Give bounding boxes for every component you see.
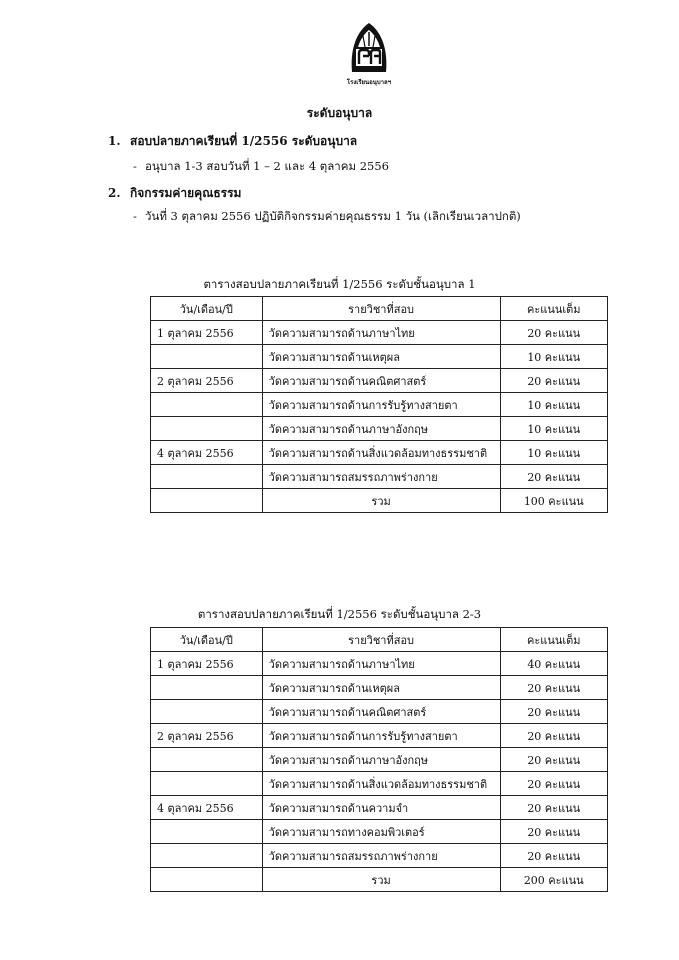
- table-row: [151, 820, 608, 844]
- cell-score: 20 คะแนน: [500, 369, 607, 393]
- cell-subject: วัดความสามารถสมรรถภาพร่างกาย: [262, 844, 500, 868]
- cell-subject: วัดความสามารถด้านภาษาไทย: [262, 321, 500, 345]
- header-subject: รายวิชาที่สอบ: [262, 297, 500, 321]
- cell-score: 20 คะแนน: [500, 772, 607, 796]
- cell-score: 10 คะแนน: [500, 345, 607, 369]
- section-2-title: กิจกรรมค่ายคุณธรรม: [130, 186, 242, 200]
- cell-subject: วัดความสามารถด้านภาษาไทย: [262, 652, 500, 676]
- cell-date: [151, 700, 263, 724]
- cell-score: 20 คะแนน: [500, 748, 607, 772]
- cell-score: 10 คะแนน: [500, 393, 607, 417]
- bullet-dash: -: [133, 159, 137, 173]
- table-row: [151, 844, 608, 868]
- cell-date: [151, 676, 263, 700]
- cell-subject: วัดความสามารถด้านการรับรู้ทางสายตา: [262, 393, 500, 417]
- table-row: [151, 465, 608, 489]
- header-score: คะแนนเต็ม: [500, 297, 607, 321]
- cell-date-empty: [151, 489, 263, 513]
- cell-subject: วัดความสามารถด้านภาษาอังกฤษ: [262, 748, 500, 772]
- section-1-detail-line: [133, 158, 389, 176]
- section-2-number: 2.: [108, 186, 121, 200]
- section-2-detail: วันที่ 3 ตุลาคม 2556 ปฏิบัติกิจกรรมค่ายคุณธรรม 1 วัน (เลิกเรียนเวลาปกติ): [145, 209, 521, 223]
- total-score: 100 คะแนน: [500, 489, 607, 513]
- cell-date: [151, 820, 263, 844]
- table-row: [151, 748, 608, 772]
- cell-date: [151, 393, 263, 417]
- cell-date: [151, 345, 263, 369]
- table-row: [151, 700, 608, 724]
- table-row: [151, 724, 608, 748]
- header-score: คะแนนเต็ม: [500, 628, 607, 652]
- total-label: รวม: [262, 489, 500, 513]
- school-emblem-icon: [344, 20, 394, 78]
- cell-date: 1 ตุลาคม 2556: [151, 321, 263, 345]
- total-score: 200 คะแนน: [500, 868, 607, 892]
- cell-score: 10 คะแนน: [500, 441, 607, 465]
- table-1: [150, 296, 608, 513]
- emblem-caption: โรงเรียนอนุบาลฯ: [346, 79, 392, 86]
- table-row: [151, 772, 608, 796]
- cell-score: 20 คะแนน: [500, 724, 607, 748]
- section-1-detail: อนุบาล 1-3 สอบวันที่ 1 – 2 และ 4 ตุลาคม 2556: [145, 159, 389, 173]
- section-1: [108, 132, 357, 151]
- cell-subject: วัดความสามารถด้านการรับรู้ทางสายตา: [262, 724, 500, 748]
- cell-date: [151, 772, 263, 796]
- cell-date: 1 ตุลาคม 2556: [151, 652, 263, 676]
- school-emblem: [344, 20, 394, 86]
- cell-subject: วัดความสามารถด้านสิ่งแวดล้อมทางธรรมชาติ: [262, 441, 500, 465]
- cell-date: [151, 465, 263, 489]
- cell-score: 20 คะแนน: [500, 844, 607, 868]
- header-date: วัน/เดือน/ปี: [151, 297, 263, 321]
- cell-date: [151, 417, 263, 441]
- table-row: [151, 652, 608, 676]
- table-row: [151, 369, 608, 393]
- cell-subject: วัดความสามารถด้านความจำ: [262, 796, 500, 820]
- cell-score: 20 คะแนน: [500, 820, 607, 844]
- header-subject: รายวิชาที่สอบ: [262, 628, 500, 652]
- cell-subject: วัดความสามารถด้านภาษาอังกฤษ: [262, 417, 500, 441]
- cell-date: 2 ตุลาคม 2556: [151, 369, 263, 393]
- cell-score: 40 คะแนน: [500, 652, 607, 676]
- table-2-total-row: [151, 868, 608, 892]
- section-1-title: สอบปลายภาคเรียนที่ 1/2556 ระดับอนุบาล: [130, 134, 358, 148]
- header-date: วัน/เดือน/ปี: [151, 628, 263, 652]
- cell-subject: วัดความสามารถด้านเหตุผล: [262, 345, 500, 369]
- table-row: [151, 321, 608, 345]
- cell-subject: วัดความสามารถด้านสิ่งแวดล้อมทางธรรมชาติ: [262, 772, 500, 796]
- cell-score: 20 คะแนน: [500, 676, 607, 700]
- table-row: [151, 441, 608, 465]
- cell-score: 10 คะแนน: [500, 417, 607, 441]
- table-row: [151, 676, 608, 700]
- cell-score: 20 คะแนน: [500, 321, 607, 345]
- total-label: รวม: [262, 868, 500, 892]
- cell-date: 4 ตุลาคม 2556: [151, 796, 263, 820]
- cell-date: [151, 844, 263, 868]
- cell-subject: วัดความสามารถด้านคณิตศาสตร์: [262, 369, 500, 393]
- cell-date: 4 ตุลาคม 2556: [151, 441, 263, 465]
- bullet-dash: -: [133, 209, 137, 223]
- cell-subject: วัดความสามารถสมรรถภาพร่างกาย: [262, 465, 500, 489]
- table-row: [151, 796, 608, 820]
- table-1-total-row: [151, 489, 608, 513]
- table-row: [151, 393, 608, 417]
- cell-subject: วัดความสามารถด้านเหตุผล: [262, 676, 500, 700]
- cell-score: 20 คะแนน: [500, 796, 607, 820]
- table-2-caption: ตารางสอบปลายภาคเรียนที่ 1/2556 ระดับชั้นอนุบาล 2-3: [197, 607, 482, 621]
- cell-date-empty: [151, 868, 263, 892]
- table-row: [151, 417, 608, 441]
- page-heading: ระดับอนุบาล: [306, 106, 373, 120]
- section-2-detail-line: [133, 208, 521, 226]
- table-row: [151, 345, 608, 369]
- cell-score: 20 คะแนน: [500, 465, 607, 489]
- table-1-caption: ตารางสอบปลายภาคเรียนที่ 1/2556 ระดับชั้นอนุบาล 1: [203, 277, 476, 291]
- section-1-number: 1.: [108, 134, 121, 148]
- section-2: [108, 184, 241, 203]
- cell-subject: วัดความสามารถทางคอมพิวเตอร์: [262, 820, 500, 844]
- table-1-header-row: [151, 297, 608, 321]
- cell-date: [151, 748, 263, 772]
- table-2: [150, 627, 608, 892]
- table-2-header-row: [151, 628, 608, 652]
- cell-score: 20 คะแนน: [500, 700, 607, 724]
- cell-subject: วัดความสามารถด้านคณิตศาสตร์: [262, 700, 500, 724]
- cell-date: 2 ตุลาคม 2556: [151, 724, 263, 748]
